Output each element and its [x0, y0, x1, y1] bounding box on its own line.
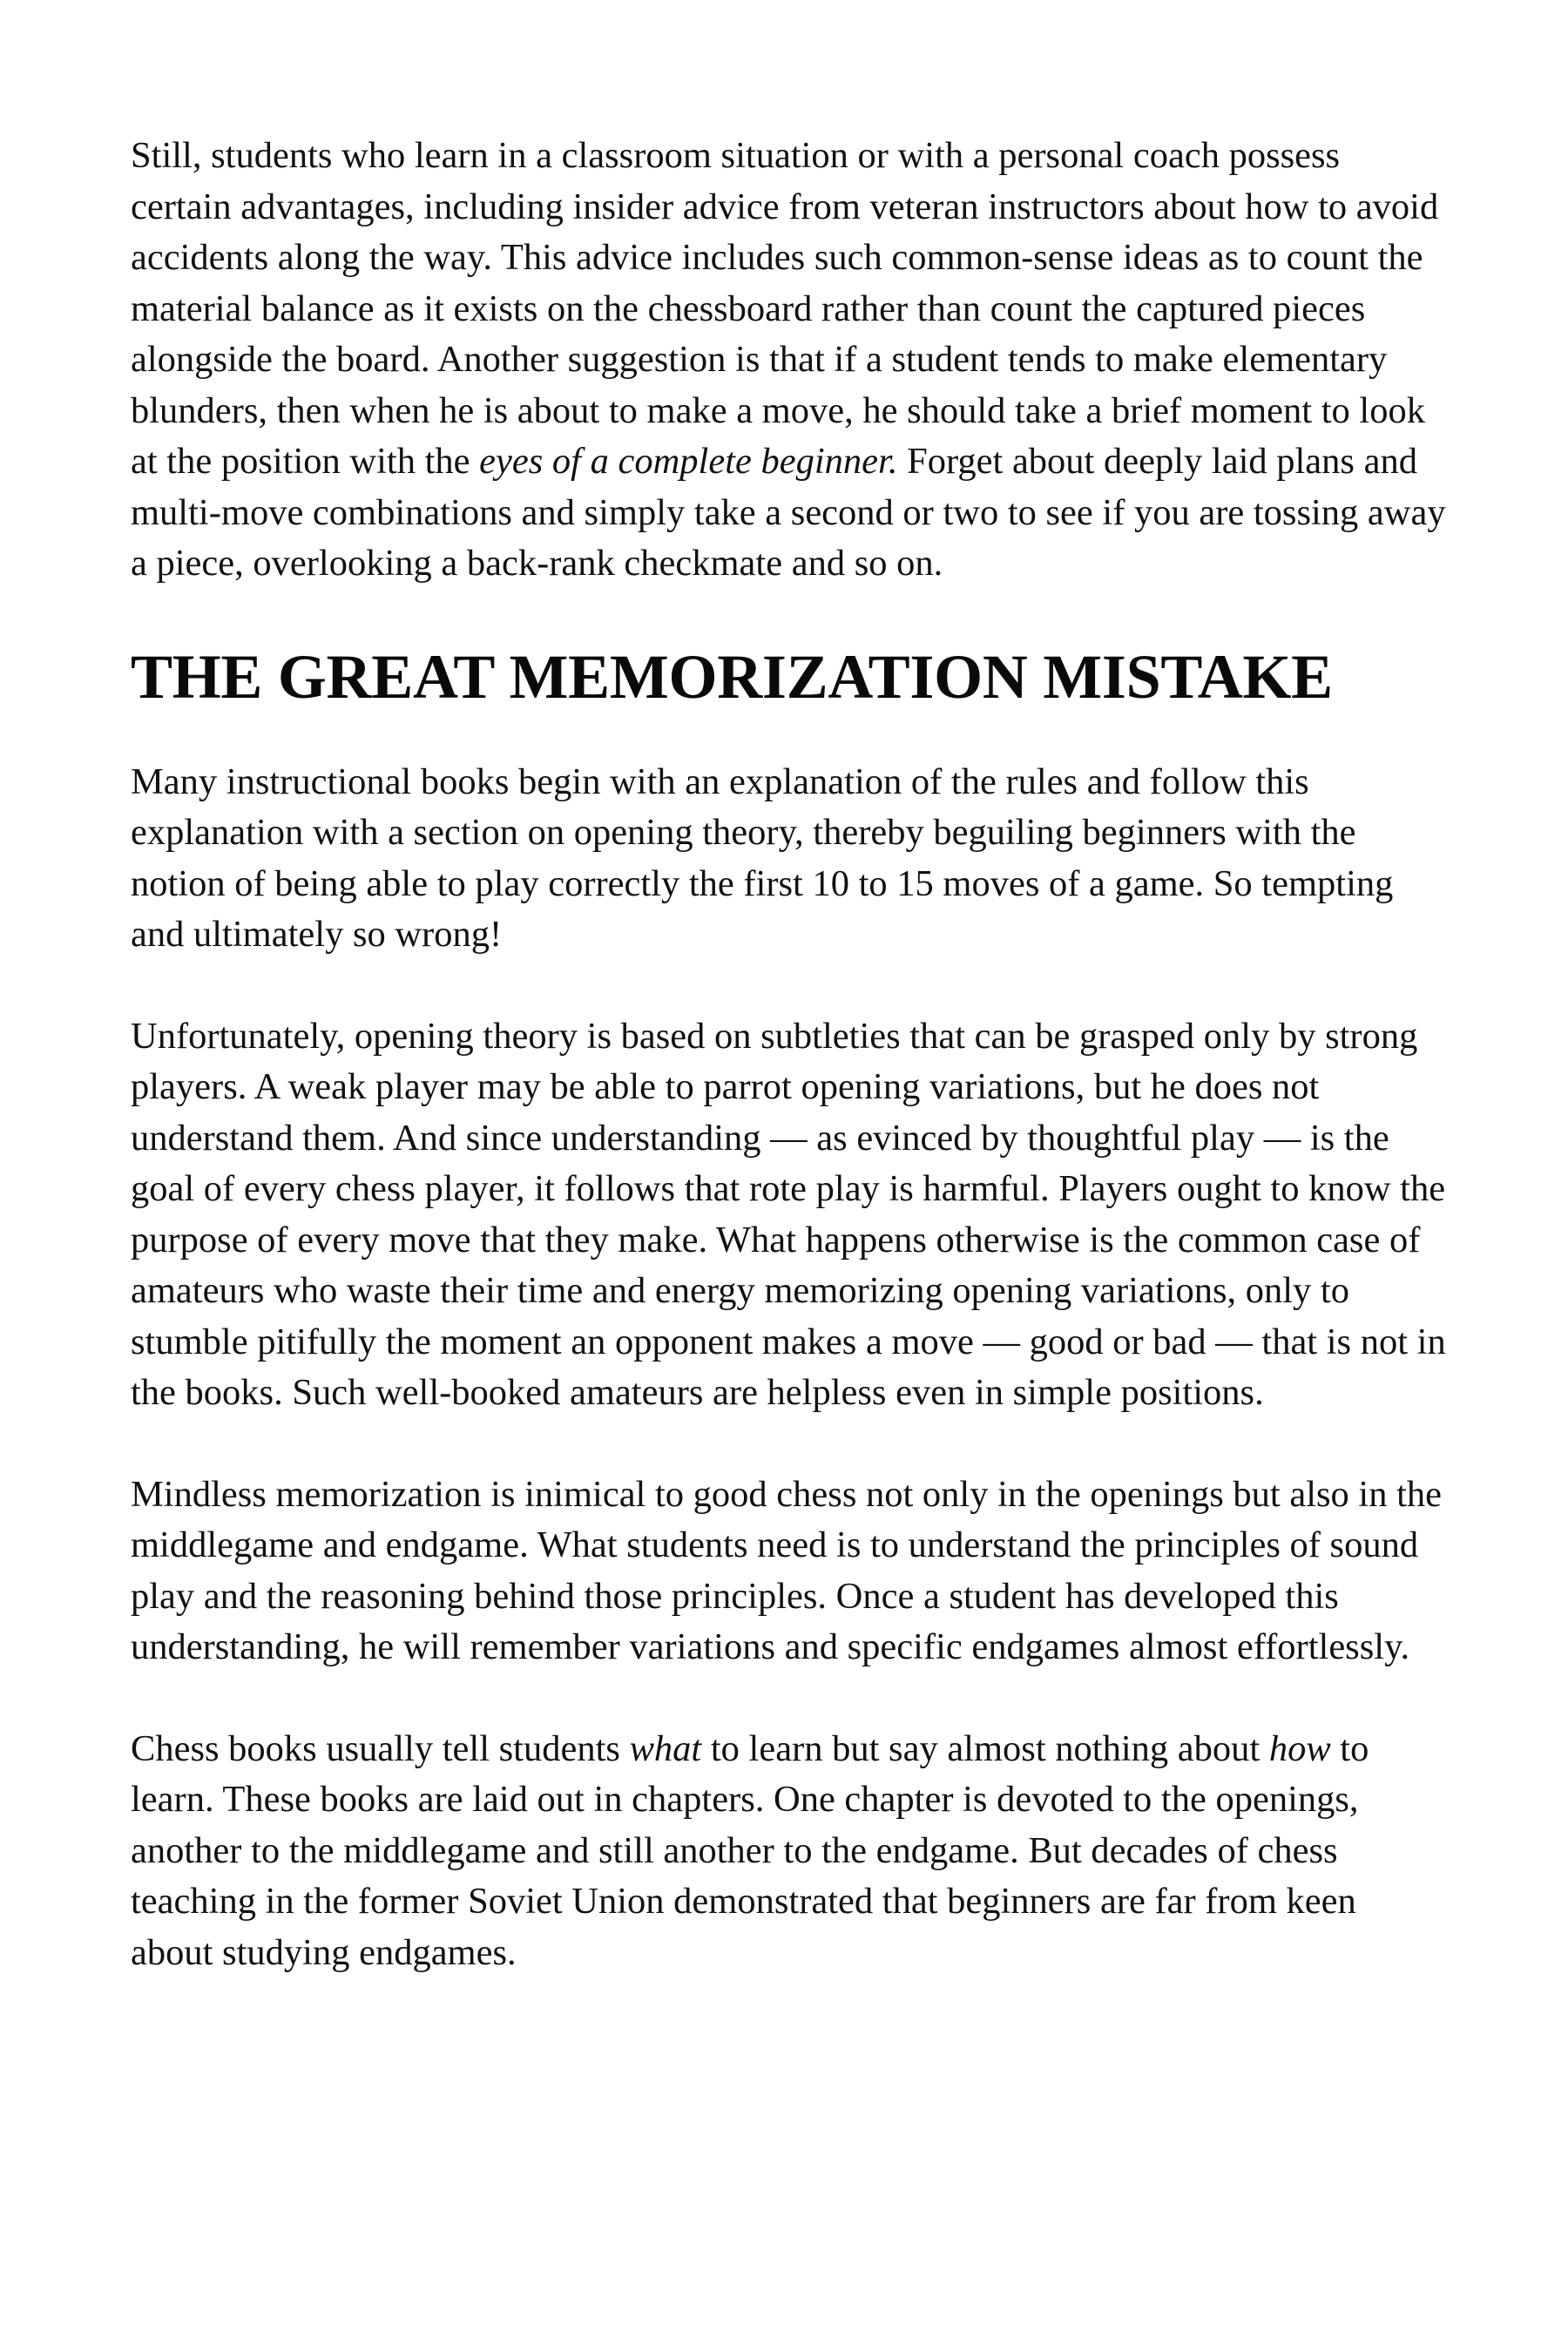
intro-text-part2: Forget about deeply laid plans and multi-move combinations and simply take a second or two to see if you are tossing away a piece, overlooking a back-rank checkmate and so on.: [131, 441, 1446, 584]
paragraph4-em-what: what: [629, 1727, 702, 1769]
section-paragraph-2: Unfortunately, opening theory is based on subtleties that can be grasped only by strong players. A weak player may be able to parrot opening variations, but he does not understand them. And since understanding — as evinced by thoughtful play — is the goal of every chess player, it follows that rote play is harmful. Players ought to know the purpose of every move that they make. What happens otherwise is the common case of amateurs who waste their time and energy memorizing opening variations, only to stumble pitifully the moment an opponent makes a move — good or bad — that is not in the books. Such well-booked amateurs are helpless even in simple positions.: [131, 1015, 1446, 1413]
section-paragraph-4: [131, 1724, 1446, 1979]
section-paragraph-1: Many instructional books begin with an explanation of the rules and follow this explanation with a section on opening theory, thereby beguiling beginners with the notion of being able to play correctly the first 10 to 15 moves of a game. So tempting and ultimately so wrong!: [131, 760, 1394, 955]
document-page: [131, 131, 1446, 1978]
section-heading: THE GREAT MEMORIZATION MISTAKE: [131, 641, 1333, 712]
paragraph4-em-how: how: [1268, 1727, 1331, 1769]
section-paragraph-3: Mindless memorization is inimical to good chess not only in the openings but also in the middlegame and endgame. What students need is to understand the principles of sound play and the reasoning behind those principles. Once a student has developed this understanding, he will remember variations and specific endgames almost effortlessly.: [131, 1473, 1443, 1667]
paragraph4-part2: to learn but say almost nothing about: [701, 1727, 1269, 1769]
paragraph4-part3: to learn. These books are laid out in chapters. One chapter is devoted to the openings, another to the middlegame and still another to the endgame. But decades of chess teaching in the former Soviet Union demonstrated that beginners are far from keen about studying endgames.: [131, 1727, 1369, 1973]
intro-emphasis: eyes of a complete beginner.: [479, 441, 898, 482]
paragraph4-part1: Chess books usually tell students: [131, 1727, 630, 1769]
intro-paragraph: [131, 131, 1446, 590]
intro-text-part1: Still, students who learn in a classroom situation or with a personal coach possess certain advantages, including insider advice from veteran instructors about how to avoid accidents along the way. This advice includes such common-sense ideas as to count the material balance as it exists on the chessboard rather than count the captured pieces alongside the board. Another suggestion is that if a student tends to make elementary blunders, then when he is about to make a move, he should take a brief moment to look at the position with the: [131, 135, 1439, 482]
